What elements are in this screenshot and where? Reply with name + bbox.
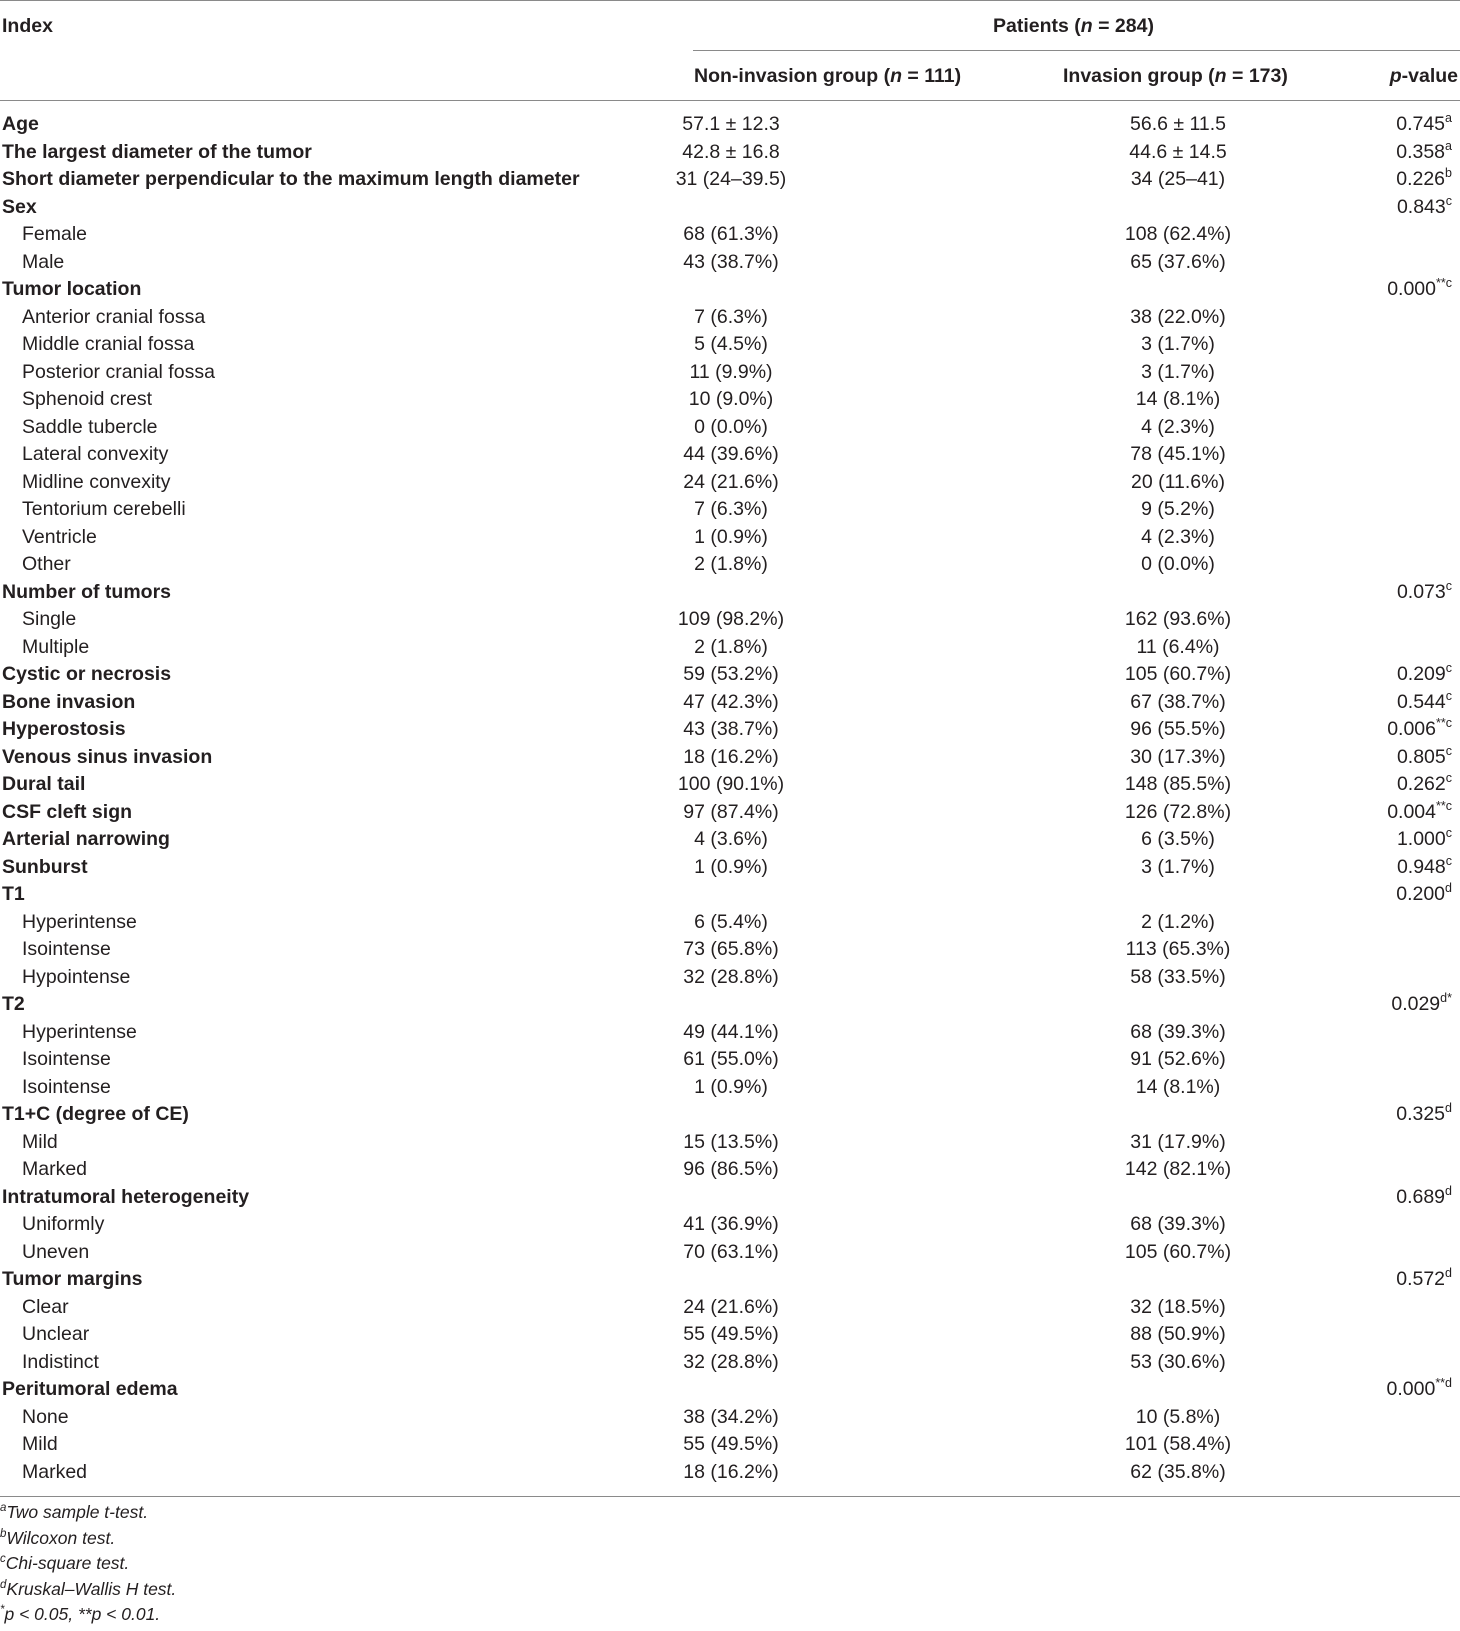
p-value: 0.544 [1396, 690, 1446, 713]
table-row [0, 909, 1460, 937]
p-value-cell [1396, 1266, 1452, 1294]
table-row [0, 139, 1460, 167]
noninvasion-value: 100 (90.1%) [677, 773, 785, 795]
invasion-value: 67 (38.7%) [1130, 690, 1226, 713]
noninvasion-value: 68 (61.3%) [683, 223, 779, 245]
noninvasion-value: 5 (4.5%) [694, 333, 768, 355]
row-label: Cystic or necrosis [2, 663, 172, 685]
invasion-value: 38 (22.0%) [1130, 305, 1226, 328]
noninvasion-value: 18 (16.2%) [683, 745, 779, 768]
invasion-value: 30 (17.3%) [1130, 745, 1226, 768]
table-body [0, 111, 1460, 1486]
row-label: Multiple [22, 635, 90, 658]
noninvasion-value: 55 (49.5%) [683, 1323, 779, 1345]
table-row [0, 441, 1460, 469]
header-bottom-rule [0, 100, 1460, 101]
p-value: 0.029 [1391, 993, 1441, 1015]
footnote [0, 1577, 1460, 1603]
p-value-cell [1391, 991, 1452, 1019]
footnote [0, 1526, 1460, 1552]
p-value: 0.358 [1396, 140, 1446, 163]
table-row [0, 854, 1460, 882]
invasion-value: 65 (37.6%) [1130, 250, 1226, 273]
table-row [0, 661, 1460, 689]
noninvasion-value: 42.8 ± 16.8 [682, 140, 780, 163]
table-top-rule [0, 0, 1460, 1]
p-value-superscript: c [1445, 661, 1452, 675]
table-row [0, 1266, 1460, 1294]
footnote-text: Two sample t-test. [6, 1502, 149, 1522]
row-label: Venous sinus invasion [2, 745, 213, 768]
invasion-value: 3 (1.7%) [1141, 360, 1215, 383]
p-value-cell [1397, 826, 1452, 854]
table-row [0, 304, 1460, 332]
table-row [0, 1019, 1460, 1047]
table-row [0, 1349, 1460, 1377]
noninvasion-value: 7 (6.3%) [694, 305, 768, 328]
noninvasion-value: 38 (34.2%) [683, 1405, 779, 1428]
noninvasion-header-n: n [890, 65, 902, 87]
invasion-header-value: = 173) [1226, 65, 1288, 87]
footnote-marker: * [0, 1604, 5, 1617]
p-value-cell [1387, 276, 1452, 304]
p-value-superscript: c [1445, 688, 1452, 703]
footnote-text: Wilcoxon test. [6, 1527, 116, 1548]
row-label: Midline convexity [22, 470, 171, 493]
p-value-cell [1396, 111, 1452, 139]
row-label: Uneven [22, 1240, 90, 1263]
table-row [0, 1211, 1460, 1239]
noninvasion-value: 1 (0.9%) [694, 855, 768, 878]
table-row [0, 496, 1460, 524]
noninvasion-value: 18 (16.2%) [683, 1460, 779, 1483]
table-row [0, 991, 1460, 1019]
noninvasion-value: 4 (3.6%) [694, 828, 768, 850]
table-row [0, 1239, 1460, 1267]
row-label: Marked [22, 1158, 88, 1180]
invasion-value: 4 (2.3%) [1141, 415, 1215, 438]
row-label: Single [22, 608, 77, 630]
noninvasion-value: 1 (0.9%) [694, 1075, 768, 1098]
invasion-value: 20 (11.6%) [1131, 470, 1225, 493]
footnote-marker: b [0, 1527, 7, 1540]
noninvasion-column-header [694, 64, 961, 88]
p-value-superscript: d [1445, 881, 1452, 895]
p-value-superscript: c [1445, 743, 1452, 758]
noninvasion-value: 24 (21.6%) [683, 1295, 779, 1318]
row-label: Peritumoral edema [2, 1378, 178, 1400]
p-value-superscript: a [1445, 111, 1452, 125]
p-value-cell [1387, 716, 1452, 744]
invasion-value: 96 (55.5%) [1130, 718, 1226, 740]
noninvasion-value: 10 (9.0%) [688, 388, 774, 410]
row-label: Sphenoid crest [22, 388, 153, 410]
invasion-value: 78 (45.1%) [1130, 443, 1226, 465]
patients-header-n: n [1080, 15, 1093, 37]
noninvasion-value: 70 (63.1%) [683, 1240, 779, 1263]
p-value-cell [1397, 854, 1452, 882]
row-label: Dural tail [2, 773, 86, 795]
p-value: 0.004 [1387, 800, 1437, 823]
p-value-superscript: d [1445, 1183, 1452, 1198]
p-value-cell [1396, 1101, 1452, 1129]
p-value-cell [1397, 661, 1452, 689]
p-value-header-p: p [1389, 65, 1402, 87]
table-row [0, 964, 1460, 992]
noninvasion-value: 43 (38.7%) [683, 250, 779, 273]
p-value: 0.200 [1396, 883, 1446, 905]
p-value-cell [1397, 771, 1452, 799]
footnote [0, 1500, 1460, 1526]
invasion-value: 142 (82.1%) [1124, 1158, 1232, 1180]
invasion-value: 105 (60.7%) [1124, 1240, 1232, 1263]
table-row [0, 716, 1460, 744]
table-row [0, 386, 1460, 414]
p-value: 0.262 [1396, 773, 1446, 795]
row-label: The largest diameter of the tumor [2, 140, 312, 163]
footnote-text: Kruskal–Wallis H test. [6, 1578, 177, 1599]
p-value-superscript: c [1445, 853, 1452, 868]
row-label: Posterior cranial fossa [22, 360, 215, 383]
noninvasion-value: 96 (86.5%) [683, 1158, 779, 1180]
p-value-superscript: d [1445, 1101, 1452, 1115]
row-label: Mild [22, 1130, 58, 1153]
table-row [0, 221, 1460, 249]
invasion-value: 3 (1.7%) [1141, 855, 1215, 878]
table-row [0, 1129, 1460, 1157]
noninvasion-value: 11 (9.9%) [689, 360, 773, 383]
row-label: Male [22, 250, 65, 273]
p-value-superscript: **c [1436, 276, 1452, 290]
table-row [0, 826, 1460, 854]
row-label: CSF cleft sign [2, 800, 133, 823]
p-value-cell [1397, 689, 1452, 717]
noninvasion-value: 47 (42.3%) [683, 690, 779, 713]
footnote-marker: a [0, 1502, 7, 1514]
noninvasion-value: 31 (24–39.5) [675, 168, 787, 190]
p-value: 0.325 [1396, 1103, 1446, 1125]
noninvasion-value: 41 (36.9%) [683, 1213, 779, 1235]
table-row [0, 551, 1460, 579]
table-row [0, 606, 1460, 634]
row-label: Isointense [22, 938, 111, 960]
p-value: 0.843 [1396, 195, 1446, 218]
noninvasion-value: 43 (38.7%) [683, 718, 779, 740]
invasion-value: 9 (5.2%) [1141, 498, 1215, 520]
table-footnotes [0, 1500, 1460, 1628]
row-label: Tumor margins [2, 1268, 143, 1290]
footnote [0, 1602, 1460, 1628]
patients-spanning-header [993, 14, 1154, 38]
row-label: Indistinct [22, 1350, 99, 1373]
table-row [0, 799, 1460, 827]
p-value-superscript: d [1445, 1266, 1452, 1280]
table-row [0, 1156, 1460, 1184]
row-label: Middle cranial fossa [22, 333, 195, 355]
p-value-superscript: c [1445, 771, 1452, 785]
row-label: Bone invasion [2, 690, 136, 713]
noninvasion-value: 49 (44.1%) [683, 1020, 779, 1043]
row-label: Unclear [22, 1323, 90, 1345]
p-value-cell [1397, 744, 1452, 772]
p-value-superscript: c [1445, 193, 1452, 208]
p-value: 0.689 [1396, 1185, 1446, 1208]
noninvasion-value: 32 (28.8%) [683, 1350, 779, 1373]
p-value-column-header [1390, 64, 1458, 88]
footnote [0, 1551, 1460, 1577]
patients-header-value: = 284) [1092, 15, 1154, 37]
noninvasion-value: 6 (5.4%) [694, 910, 768, 933]
p-value: 0.006 [1387, 718, 1437, 740]
table-row [0, 359, 1460, 387]
table-row [0, 579, 1460, 607]
noninvasion-value: 97 (87.4%) [683, 800, 779, 823]
table-row [0, 469, 1460, 497]
table-row [0, 634, 1460, 662]
row-label: Hyperintense [22, 910, 137, 933]
footnote-marker: c [0, 1553, 6, 1566]
row-label: Hypointense [22, 965, 131, 988]
table-row [0, 1046, 1460, 1074]
p-value-superscript: a [1445, 138, 1452, 153]
invasion-value: 58 (33.5%) [1130, 965, 1226, 988]
patients-span-rule [693, 50, 1460, 51]
table-row [0, 1321, 1460, 1349]
p-value: 0.226 [1396, 168, 1446, 190]
row-label: Marked [22, 1460, 88, 1483]
row-label: Anterior cranial fossa [22, 305, 206, 328]
invasion-value: 14 (8.1%) [1135, 1075, 1221, 1098]
p-value-cell [1396, 166, 1452, 194]
row-label: Sex [2, 195, 37, 218]
invasion-value: 101 (58.4%) [1124, 1433, 1232, 1455]
table-row [0, 881, 1460, 909]
footnote-text: p < 0.05, **p < 0.01. [4, 1604, 161, 1625]
row-label: T1+C (degree of CE) [2, 1103, 189, 1125]
p-value: 0.745 [1396, 113, 1446, 135]
patients-header-text: Patients ( [993, 15, 1081, 37]
p-value: 0.209 [1396, 663, 1446, 685]
p-value-superscript: **c [1436, 798, 1452, 813]
invasion-value: 113 (65.3%) [1125, 938, 1231, 960]
invasion-value: 62 (35.8%) [1130, 1460, 1226, 1483]
p-value-superscript: **c [1436, 716, 1452, 730]
invasion-value: 53 (30.6%) [1130, 1350, 1226, 1373]
p-value-header-suffix: -value [1401, 65, 1458, 87]
row-label: Short diameter perpendicular to the maximum length diameter [2, 168, 580, 190]
invasion-header-n: n [1214, 65, 1227, 87]
noninvasion-value: 109 (98.2%) [677, 608, 785, 630]
row-label: Isointense [22, 1048, 111, 1070]
table-row [0, 276, 1460, 304]
table-row [0, 771, 1460, 799]
table-row [0, 194, 1460, 222]
invasion-value: 148 (85.5%) [1124, 773, 1232, 795]
row-label: Uniformly [22, 1213, 105, 1235]
row-label: None [22, 1405, 69, 1428]
p-value: 0.073 [1396, 580, 1446, 603]
p-value: 1.000 [1396, 828, 1446, 850]
noninvasion-value: 1 (0.9%) [694, 525, 768, 548]
row-label: Female [22, 223, 88, 245]
table-bottom-rule [0, 1496, 1460, 1497]
row-label: Ventricle [22, 525, 97, 548]
invasion-value: 126 (72.8%) [1124, 800, 1232, 823]
invasion-value: 105 (60.7%) [1124, 663, 1232, 685]
row-label: Tentorium cerebelli [22, 498, 186, 520]
invasion-value: 32 (18.5%) [1130, 1295, 1226, 1318]
invasion-value: 68 (39.3%) [1130, 1020, 1226, 1043]
noninvasion-value: 57.1 ± 12.3 [682, 113, 780, 135]
table-row [0, 1459, 1460, 1487]
footnote-text: Chi-square test. [5, 1553, 130, 1574]
row-label: Saddle tubercle [22, 415, 158, 438]
invasion-value: 0 (0.0%) [1141, 553, 1215, 575]
invasion-value: 44.6 ± 14.5 [1129, 140, 1227, 163]
p-value: 0.000 [1387, 278, 1437, 300]
table-row [0, 689, 1460, 717]
invasion-value: 10 (5.8%) [1135, 1405, 1221, 1428]
invasion-value: 88 (50.9%) [1130, 1323, 1226, 1345]
invasion-value: 3 (1.7%) [1141, 333, 1215, 355]
table-row [0, 331, 1460, 359]
row-label: Lateral convexity [22, 443, 169, 465]
table-row [0, 744, 1460, 772]
noninvasion-value: 0 (0.0%) [694, 415, 768, 438]
noninvasion-value: 24 (21.6%) [683, 470, 779, 493]
table-row [0, 1101, 1460, 1129]
table-row [0, 936, 1460, 964]
noninvasion-value: 59 (53.2%) [683, 663, 779, 685]
p-value: 0.948 [1396, 855, 1446, 878]
row-label: Intratumoral heterogeneity [2, 1185, 250, 1208]
noninvasion-value: 15 (13.5%) [683, 1130, 779, 1153]
p-value: 0.572 [1396, 1268, 1446, 1290]
noninvasion-value: 55 (49.5%) [683, 1433, 779, 1455]
invasion-value: 2 (1.2%) [1141, 910, 1215, 933]
row-label: Mild [22, 1433, 58, 1455]
row-label: Number of tumors [2, 580, 172, 603]
p-value-cell [1396, 139, 1452, 167]
table-row [0, 1074, 1460, 1102]
p-value-superscript: c [1445, 826, 1452, 840]
p-value: 0.000 [1386, 1378, 1436, 1400]
noninvasion-value: 32 (28.8%) [683, 965, 779, 988]
noninvasion-value: 73 (65.8%) [683, 938, 779, 960]
invasion-header-text: Invasion group ( [1063, 65, 1215, 87]
table-row [0, 1184, 1460, 1212]
row-label: Other [22, 553, 71, 575]
table-row [0, 1404, 1460, 1432]
invasion-value: 56.6 ± 11.5 [1130, 113, 1226, 135]
noninvasion-value: 7 (6.3%) [694, 498, 768, 520]
table-row [0, 524, 1460, 552]
p-value-cell [1387, 1376, 1453, 1404]
noninvasion-value: 2 (1.8%) [694, 635, 768, 658]
p-value-cell [1397, 194, 1452, 222]
row-label: Isointense [22, 1075, 111, 1098]
p-value-cell [1397, 579, 1452, 607]
footnote-marker: d [0, 1578, 7, 1591]
invasion-value: 68 (39.3%) [1130, 1213, 1226, 1235]
noninvasion-value: 44 (39.6%) [683, 443, 779, 465]
row-label: Arterial narrowing [2, 828, 170, 850]
invasion-value: 34 (25–41) [1130, 168, 1226, 190]
row-label: T1 [2, 883, 25, 905]
noninvasion-header-value: = 111) [902, 65, 962, 87]
invasion-value: 14 (8.1%) [1135, 388, 1221, 410]
p-value-cell [1387, 799, 1452, 827]
row-label: Hyperostosis [2, 718, 126, 740]
table-row [0, 111, 1460, 139]
invasion-value: 6 (3.5%) [1141, 828, 1215, 850]
table-row [0, 1431, 1460, 1459]
invasion-column-header [1063, 64, 1288, 88]
table-row [0, 1376, 1460, 1404]
index-column-header [2, 14, 53, 38]
p-value-superscript: d* [1440, 991, 1452, 1005]
invasion-value: 4 (2.3%) [1141, 525, 1215, 548]
table-row [0, 249, 1460, 277]
p-value-superscript: **d [1435, 1376, 1452, 1390]
row-label: Clear [22, 1295, 69, 1318]
p-value-superscript: b [1445, 166, 1452, 180]
table-row [0, 166, 1460, 194]
row-label: Hyperintense [22, 1020, 137, 1043]
noninvasion-value: 61 (55.0%) [683, 1048, 779, 1070]
row-label: T2 [2, 993, 25, 1015]
invasion-value: 91 (52.6%) [1130, 1048, 1226, 1070]
p-value-superscript: c [1445, 578, 1452, 593]
invasion-value: 162 (93.6%) [1124, 608, 1232, 630]
noninvasion-header-text: Non-invasion group ( [694, 65, 891, 87]
p-value-cell [1396, 881, 1452, 909]
row-label: Sunburst [2, 855, 88, 878]
invasion-value: 11 (6.4%) [1136, 635, 1220, 658]
invasion-value: 108 (62.4%) [1124, 223, 1232, 245]
p-value-cell [1396, 1184, 1452, 1212]
index-header-text: Index [2, 15, 53, 37]
invasion-value: 31 (17.9%) [1130, 1130, 1226, 1153]
p-value: 0.805 [1396, 745, 1446, 768]
row-label: Age [2, 113, 39, 135]
table-row [0, 414, 1460, 442]
table-row [0, 1294, 1460, 1322]
noninvasion-value: 2 (1.8%) [694, 553, 768, 575]
row-label: Tumor location [2, 278, 142, 300]
